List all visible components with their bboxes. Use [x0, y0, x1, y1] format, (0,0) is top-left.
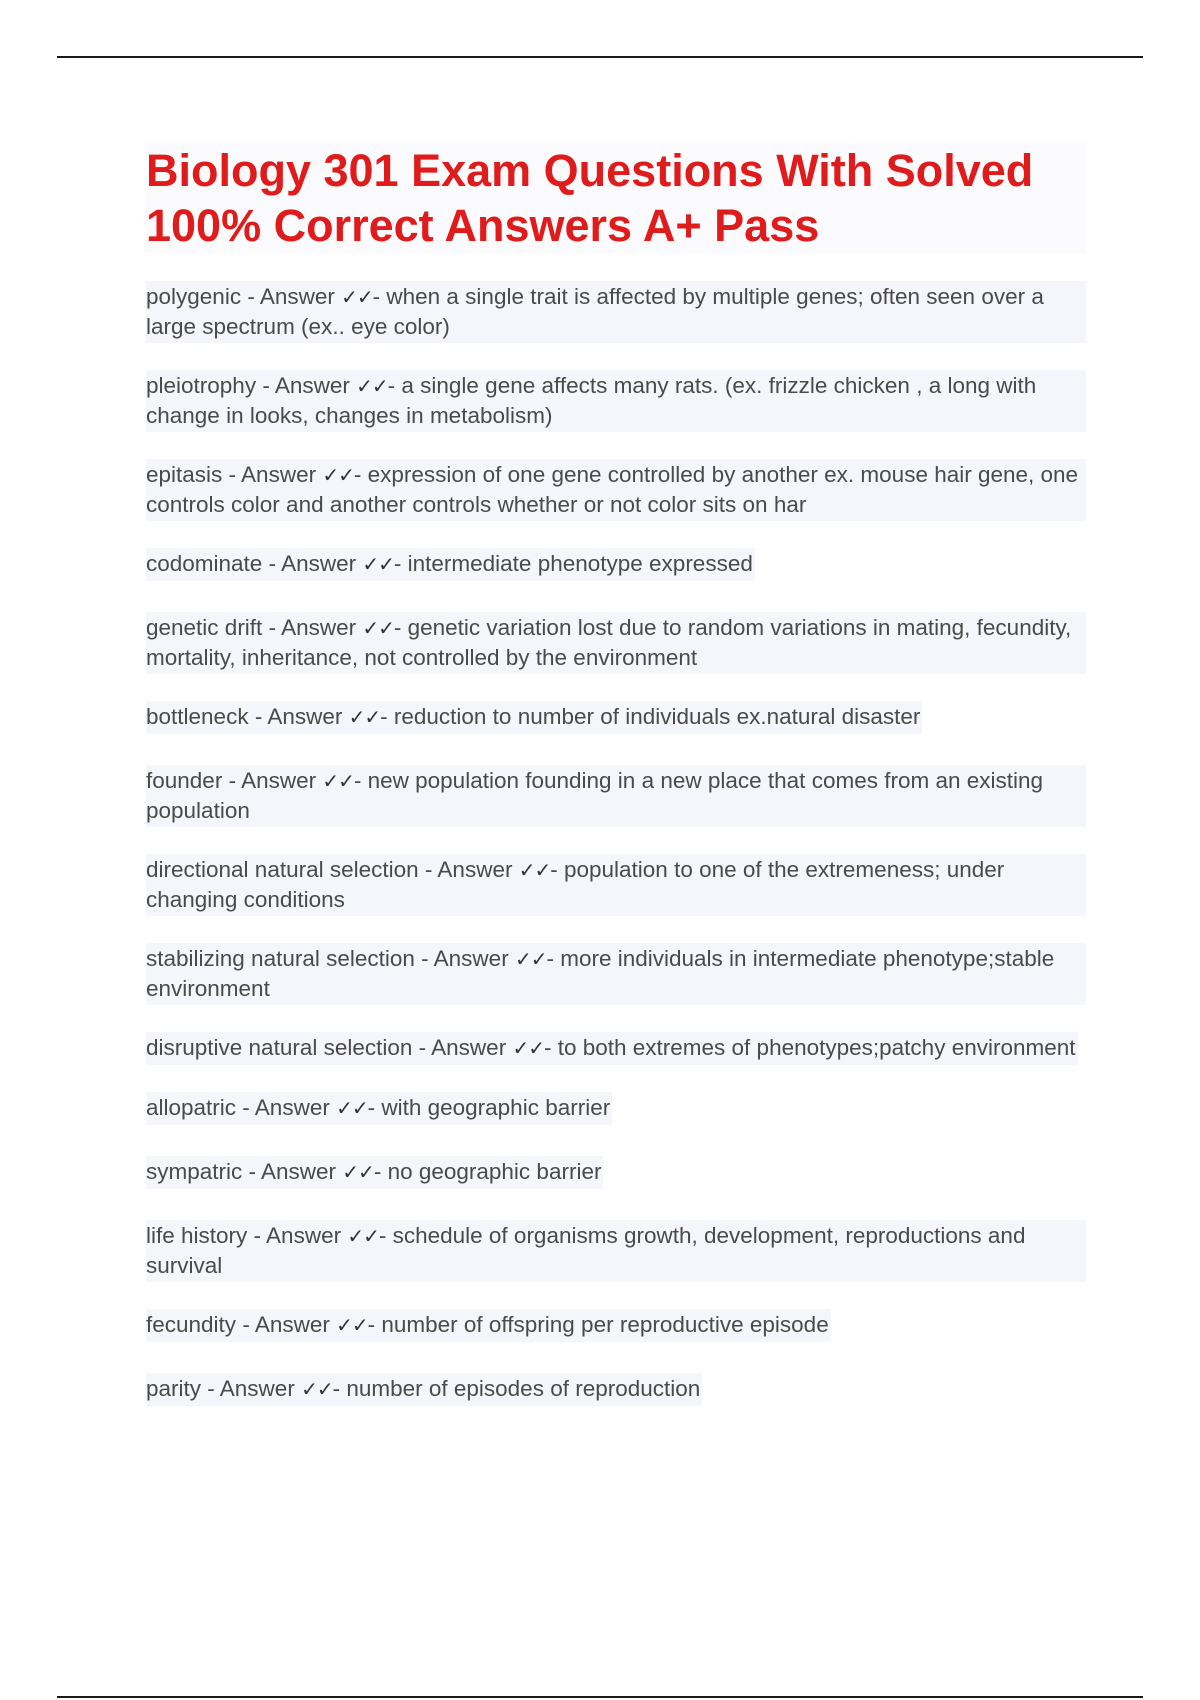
qa-separator: - Answer: [201, 1376, 302, 1401]
qa-separator: - Answer: [236, 1095, 337, 1120]
qa-separator: - Answer: [222, 768, 323, 793]
double-check-icon: ✓✓: [336, 1313, 368, 1337]
qa-dash: -: [393, 551, 408, 576]
list-item: [146, 765, 1086, 827]
qa-term: sympatric: [146, 1159, 243, 1184]
qa-entry: [146, 765, 1086, 827]
qa-answer: number of episodes of reproduction: [346, 1376, 701, 1401]
double-check-icon: ✓✓: [348, 705, 381, 729]
qa-term: fecundity: [146, 1312, 237, 1337]
qa-entry: [146, 1032, 1078, 1065]
qa-separator: - Answer: [262, 551, 363, 576]
qa-entry: [146, 370, 1086, 432]
qa-entry: [146, 854, 1086, 916]
qa-entry: [146, 1220, 1086, 1282]
qa-answer: number of offspring per reproductive episode: [381, 1312, 829, 1337]
qa-term: life history: [146, 1223, 248, 1248]
qa-dash: -: [353, 462, 368, 487]
qa-entry: [146, 1092, 612, 1125]
qa-answer: more individuals in intermediate phenotype;stable environment: [146, 946, 1055, 1001]
qa-term: bottleneck: [146, 704, 249, 729]
qa-term: founder: [146, 768, 223, 793]
qa-entry: [146, 548, 755, 581]
qa-answer: genetic variation lost due to random variations in mating, fecundity, mortality, inheritance, not controlled by the environment: [146, 615, 1072, 670]
qa-term: parity: [146, 1376, 202, 1401]
qa-dash: -: [380, 704, 394, 729]
qa-entry: [146, 701, 922, 734]
list-item: [146, 1373, 1086, 1406]
qa-separator: - Answer: [412, 1035, 513, 1060]
qa-dash: -: [378, 1223, 393, 1248]
qa-term: disruptive natural selection: [146, 1035, 413, 1060]
double-check-icon: ✓✓: [342, 1160, 374, 1184]
qa-term: codominate: [146, 551, 263, 576]
list-item: [146, 1092, 1086, 1125]
qa-entry: [146, 943, 1086, 1005]
list-item: [146, 459, 1086, 521]
list-item: [146, 1156, 1086, 1189]
qa-answer: a single gene affects many rats. (ex. frizzle chicken , a long with change in looks, changes in metabolism): [146, 373, 1037, 428]
qa-answer: with geographic barrier: [381, 1095, 611, 1120]
qa-list: [146, 281, 1086, 1406]
list-item: [146, 548, 1086, 581]
list-item: [146, 612, 1086, 674]
double-check-icon: ✓✓: [356, 374, 388, 398]
qa-separator: - Answer: [242, 1159, 343, 1184]
top-rule: [57, 56, 1143, 58]
qa-separator: - Answer: [414, 946, 515, 971]
qa-term: allopatric: [146, 1095, 237, 1120]
qa-answer: when a single trait is affected by multiple genes; often seen over a large spectrum (ex.. eye color): [146, 284, 1044, 339]
qa-dash: -: [550, 857, 564, 882]
qa-dash: -: [387, 373, 402, 398]
qa-entry: [146, 612, 1086, 674]
qa-term: genetic drift: [146, 615, 263, 640]
qa-dash: -: [393, 615, 408, 640]
list-item: [146, 370, 1086, 432]
qa-answer: no geographic barrier: [387, 1159, 602, 1184]
qa-term: pleiotrophy: [146, 373, 257, 398]
qa-dash: -: [367, 1095, 382, 1120]
list-item: [146, 1220, 1086, 1282]
document-body: [146, 143, 1086, 1437]
qa-separator: - Answer: [222, 462, 323, 487]
qa-term: epitasis: [146, 462, 223, 487]
double-check-icon: ✓✓: [341, 285, 373, 309]
double-check-icon: ✓✓: [362, 616, 394, 640]
qa-answer: schedule of organisms growth, development, reproductions and survival: [146, 1223, 1026, 1278]
qa-answer: reduction to number of individuals ex.natural disaster: [393, 704, 921, 729]
double-check-icon: ✓✓: [362, 552, 394, 576]
qa-separator: - Answer: [236, 1312, 337, 1337]
qa-dash: -: [367, 1312, 382, 1337]
qa-entry: [146, 1373, 702, 1406]
document-title: Biology 301 Exam Questions With Solved 100% Correct Answers A+ Pass: [146, 143, 1086, 253]
qa-dash: -: [546, 946, 561, 971]
qa-answer: to both extremes of phenotypes;patchy environment: [557, 1035, 1076, 1060]
qa-dash: -: [543, 1035, 558, 1060]
qa-dash: -: [332, 1376, 347, 1401]
qa-term: directional natural selection: [146, 857, 419, 882]
list-item: [146, 281, 1086, 343]
qa-term: stabilizing natural selection: [146, 946, 415, 971]
double-check-icon: ✓✓: [322, 769, 354, 793]
list-item: [146, 854, 1086, 916]
qa-answer: expression of one gene controlled by another ex. mouse hair gene, one controls color and another controls whether or not color sits on har: [146, 462, 1079, 517]
double-check-icon: ✓✓: [336, 1096, 368, 1120]
bottom-rule: [57, 1696, 1143, 1698]
qa-separator: - Answer: [256, 373, 357, 398]
qa-dash: -: [372, 284, 387, 309]
qa-entry: [146, 459, 1086, 521]
qa-dash: -: [373, 1159, 388, 1184]
qa-answer: population to one of the extremeness; under changing conditions: [146, 857, 1005, 912]
double-check-icon: ✓✓: [518, 858, 551, 882]
double-check-icon: ✓✓: [512, 1036, 544, 1060]
qa-answer: new population founding in a new place that comes from an existing population: [146, 768, 1044, 823]
qa-separator: - Answer: [262, 615, 363, 640]
qa-dash: -: [353, 768, 368, 793]
qa-entry: [146, 281, 1086, 343]
qa-entry: [146, 1309, 831, 1342]
list-item: [146, 1032, 1086, 1065]
double-check-icon: ✓✓: [347, 1224, 379, 1248]
list-item: [146, 1309, 1086, 1342]
list-item: [146, 943, 1086, 1005]
double-check-icon: ✓✓: [514, 947, 547, 971]
qa-separator: - Answer: [241, 284, 342, 309]
qa-separator: - Answer: [418, 857, 519, 882]
qa-answer: intermediate phenotype expressed: [407, 551, 753, 576]
qa-term: polygenic: [146, 284, 242, 309]
double-check-icon: ✓✓: [301, 1377, 333, 1401]
qa-entry: [146, 1156, 603, 1189]
qa-separator: - Answer: [247, 1223, 348, 1248]
qa-separator: - Answer: [248, 704, 349, 729]
double-check-icon: ✓✓: [322, 463, 354, 487]
list-item: [146, 701, 1086, 734]
